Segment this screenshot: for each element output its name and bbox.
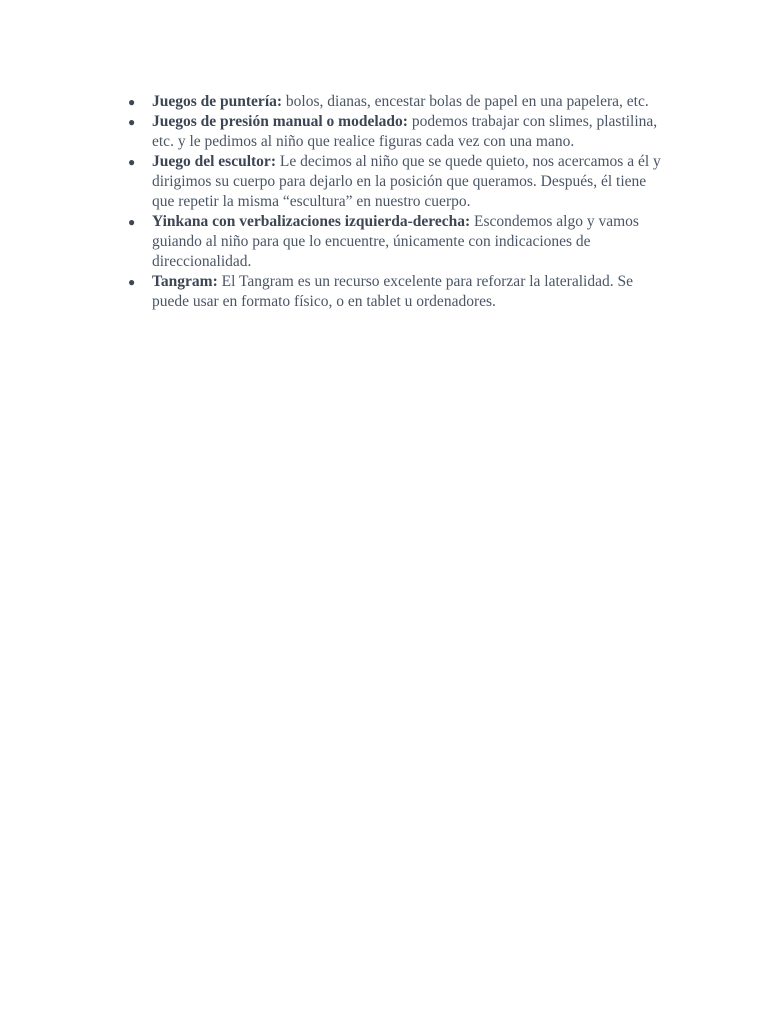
list-item-term: Juegos de puntería: — [152, 93, 283, 110]
bullet-icon: ● — [128, 215, 136, 229]
bullet-icon: ● — [128, 95, 136, 109]
list-item-text: Escondemos algo y vamos guiando al niño para que lo encuentre, únicamente con indicaciones de direccionalidad. — [152, 213, 639, 270]
list-item — [128, 152, 668, 212]
list-item — [128, 272, 668, 312]
list-item-text: Le decimos al niño que se quede quieto, nos acercamos a él y dirigimos su cuerpo para dejarlo en la posición que queramos. Después, él tiene que repetir la misma “escultura” en nuestro cuerpo. — [152, 153, 661, 210]
list-item — [128, 92, 668, 112]
list-item-term: Yinkana con verbalizaciones izquierda-derecha: — [152, 213, 471, 230]
bullet-icon: ● — [128, 275, 136, 289]
list-item — [128, 212, 668, 272]
activity-list — [128, 92, 668, 312]
bullet-icon: ● — [128, 155, 136, 169]
list-item-text: bolos, dianas, encestar bolas de papel en una papelera, etc. — [282, 93, 649, 110]
list-item-text: El Tangram es un recurso excelente para reforzar la lateralidad. Se puede usar en formato físico, o en tablet u ordenadores. — [152, 273, 633, 310]
bullet-icon: ● — [128, 115, 136, 129]
list-item-text: podemos trabajar con slimes, plastilina, etc. y le pedimos al niño que realice figuras cada vez con una mano. — [152, 113, 658, 150]
list-item — [128, 112, 668, 152]
list-item-term: Juegos de presión manual o modelado: — [152, 113, 408, 130]
list-item-term: Tangram: — [152, 273, 218, 290]
list-item-term: Juego del escultor: — [152, 153, 276, 170]
